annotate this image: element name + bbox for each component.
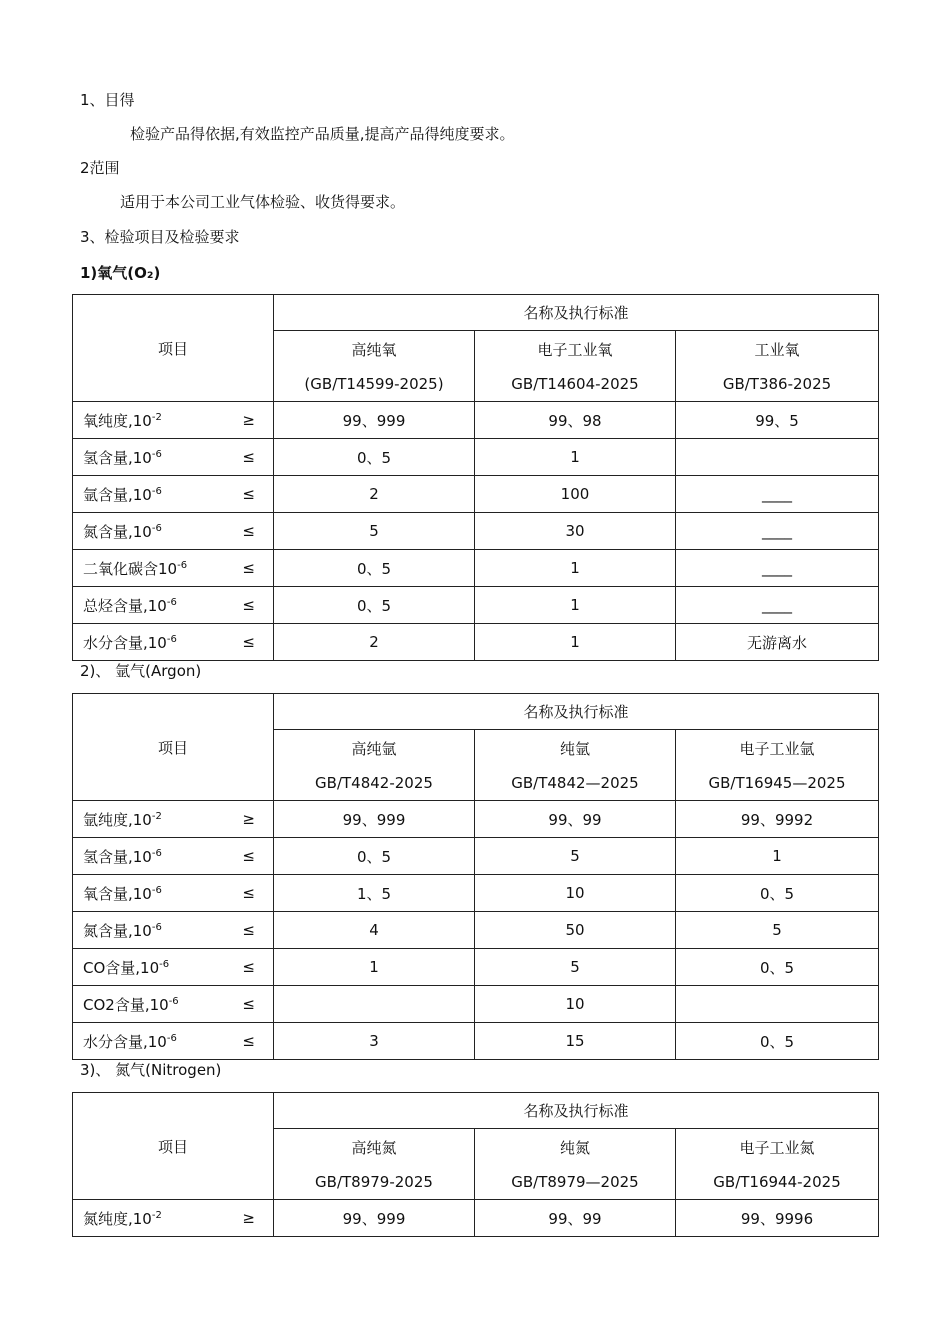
header-col-2	[676, 730, 879, 801]
item-label: 氩含量,10	[83, 485, 152, 504]
header-col-2	[676, 331, 879, 402]
header-col-0	[274, 1129, 475, 1200]
item-symbol: ≤	[242, 522, 255, 540]
item-exponent: -6	[159, 958, 170, 970]
item-label-wrap	[83, 920, 162, 941]
value-cell: 15	[475, 1023, 676, 1060]
value-cell: 1、5	[274, 875, 475, 912]
item-label: 氮纯度,10	[83, 1209, 152, 1228]
table-row	[73, 875, 879, 912]
item-cell	[73, 624, 274, 661]
item-cell	[73, 949, 274, 986]
item-exponent: -6	[151, 847, 162, 859]
value-cell	[676, 986, 879, 1023]
item-label-wrap	[83, 447, 162, 468]
table-row	[73, 587, 879, 624]
table-row	[73, 550, 879, 587]
value-cell: 1	[475, 587, 676, 624]
item-label-wrap	[83, 994, 179, 1015]
value-cell: 99、999	[274, 402, 475, 439]
col-standard: GB/T14604-2025	[511, 375, 639, 394]
item-label-wrap	[83, 484, 162, 505]
table-row	[73, 402, 879, 439]
item-exponent: -6	[151, 921, 162, 933]
oxygen-table	[72, 294, 879, 661]
value-cell: 0、5	[274, 587, 475, 624]
item-cell	[73, 986, 274, 1023]
header-col-1	[475, 1129, 676, 1200]
item-symbol: ≤	[242, 958, 255, 976]
item-cell	[73, 838, 274, 875]
value-cell: 99、999	[274, 801, 475, 838]
item-exponent: -2	[151, 411, 162, 423]
header-col-1	[475, 331, 676, 402]
table-row	[73, 986, 879, 1023]
item-label: 氧含量,10	[83, 884, 152, 903]
table-row	[73, 1200, 879, 1237]
value-cell: 无游离水	[676, 624, 879, 661]
item-exponent: -2	[151, 1209, 162, 1221]
table-row	[73, 624, 879, 661]
value-cell: 99、5	[676, 402, 879, 439]
value-cell: 0、5	[274, 838, 475, 875]
item-cell	[73, 875, 274, 912]
col-name: 高纯氩	[351, 739, 397, 758]
col-standard: GB/T8979-2025	[315, 1173, 433, 1192]
col-name: 工业氧	[754, 340, 800, 359]
nitrogen-caption: 3)、 氮气(Nitrogen)	[80, 1061, 222, 1079]
table-row	[73, 912, 879, 949]
col-name: 纯氮	[559, 1138, 590, 1157]
header-col-0	[274, 730, 475, 801]
table-row	[73, 949, 879, 986]
col-name: 电子工业氩	[739, 739, 815, 758]
value-cell: ____	[676, 550, 879, 587]
item-symbol: ≥	[242, 810, 255, 828]
item-exponent: -6	[166, 1032, 177, 1044]
value-cell: 5	[676, 912, 879, 949]
col-standard: GB/T4842—2025	[511, 774, 639, 793]
item-cell	[73, 402, 274, 439]
value-cell: 0、5	[676, 1023, 879, 1060]
item-exponent: -6	[151, 522, 162, 534]
item-symbol: ≤	[242, 1032, 255, 1050]
item-cell	[73, 476, 274, 513]
table-row	[73, 801, 879, 838]
value-cell: 99、99	[475, 1200, 676, 1237]
value-cell: 1	[475, 550, 676, 587]
item-label: 总烃含量,10	[83, 596, 167, 615]
item-symbol: ≤	[242, 485, 255, 503]
col-standard: GB/T16944-2025	[713, 1173, 841, 1192]
item-label: CO2含量,10	[83, 995, 169, 1014]
header-item: 项目	[73, 694, 274, 801]
value-cell: 30	[475, 513, 676, 550]
item-label-wrap	[83, 957, 169, 978]
table-row	[73, 1023, 879, 1060]
col-standard: GB/T4842-2025	[315, 774, 433, 793]
item-label: 水分含量,10	[83, 633, 167, 652]
item-cell	[73, 439, 274, 476]
header-group: 名称及执行标准	[274, 295, 879, 331]
table-row	[73, 513, 879, 550]
value-cell: ____	[676, 587, 879, 624]
item-exponent: -6	[177, 559, 188, 571]
value-cell: 0、5	[274, 439, 475, 476]
item-exponent: -6	[166, 596, 177, 608]
value-cell: 99、9992	[676, 801, 879, 838]
item-label: 氮含量,10	[83, 522, 152, 541]
item-label-wrap	[83, 1208, 162, 1229]
value-cell: 1	[676, 838, 879, 875]
item-label-wrap	[83, 632, 177, 653]
oxygen-caption: 1)氧气(O₂)	[80, 264, 161, 282]
value-cell: 99、999	[274, 1200, 475, 1237]
item-symbol: ≤	[242, 884, 255, 902]
item-cell	[73, 587, 274, 624]
item-label-wrap	[83, 1031, 177, 1052]
table-row	[73, 439, 879, 476]
value-cell: 10	[475, 875, 676, 912]
header-group: 名称及执行标准	[274, 694, 879, 730]
item-symbol: ≤	[242, 559, 255, 577]
header-col-1	[475, 730, 676, 801]
item-exponent: -2	[151, 810, 162, 822]
value-cell: 50	[475, 912, 676, 949]
item-label: 二氧化碳含10	[83, 559, 178, 578]
item-label: 氢含量,10	[83, 847, 152, 866]
col-name: 电子工业氮	[739, 1138, 815, 1157]
item-symbol: ≤	[242, 633, 255, 651]
value-cell: 100	[475, 476, 676, 513]
value-cell: 5	[475, 949, 676, 986]
item-symbol: ≤	[242, 847, 255, 865]
value-cell: 0、5	[676, 875, 879, 912]
item-symbol: ≤	[242, 448, 255, 466]
item-label-wrap	[83, 595, 177, 616]
value-cell: ____	[676, 513, 879, 550]
table-row	[73, 476, 879, 513]
value-cell: 10	[475, 986, 676, 1023]
value-cell: 0、5	[676, 949, 879, 986]
col-name: 纯氩	[559, 739, 590, 758]
item-label-wrap	[83, 410, 162, 431]
item-label-wrap	[83, 809, 162, 830]
item-symbol: ≤	[242, 921, 255, 939]
item-label-wrap	[83, 883, 162, 904]
item-exponent: -6	[151, 448, 162, 460]
value-cell: 2	[274, 476, 475, 513]
header-group: 名称及执行标准	[274, 1093, 879, 1129]
col-name: 高纯氧	[351, 340, 397, 359]
item-cell	[73, 1023, 274, 1060]
argon-caption: 2)、 氩气(Argon)	[80, 662, 202, 680]
item-exponent: -6	[166, 633, 177, 645]
item-label: 氧纯度,10	[83, 411, 152, 430]
section-2-text: 适用于本公司工业气体检验、收货得要求。	[120, 193, 406, 211]
col-standard: (GB/T14599-2025)	[304, 375, 444, 394]
nitrogen-table	[72, 1092, 879, 1237]
item-exponent: -6	[151, 485, 162, 497]
item-exponent: -6	[151, 884, 162, 896]
col-standard: GB/T16945—2025	[708, 774, 846, 793]
value-cell: 5	[274, 513, 475, 550]
value-cell: 4	[274, 912, 475, 949]
item-cell	[73, 550, 274, 587]
value-cell: 99、99	[475, 801, 676, 838]
value-cell: 3	[274, 1023, 475, 1060]
item-label: 氩纯度,10	[83, 810, 152, 829]
value-cell: ____	[676, 476, 879, 513]
header-col-2	[676, 1129, 879, 1200]
col-name: 电子工业氧	[537, 340, 613, 359]
section-1-title: 1、目得	[80, 91, 135, 109]
section-1-text: 检验产品得依据,有效监控产品质量,提高产品得纯度要求。	[130, 125, 515, 143]
value-cell: 0、5	[274, 550, 475, 587]
value-cell: 1	[475, 439, 676, 476]
value-cell: 99、9996	[676, 1200, 879, 1237]
header-item: 项目	[73, 1093, 274, 1200]
item-symbol: ≥	[242, 1209, 255, 1227]
col-name: 高纯氮	[351, 1138, 397, 1157]
table-row	[73, 838, 879, 875]
section-3-title: 3、检验项目及检验要求	[80, 228, 240, 246]
item-exponent: -6	[168, 995, 179, 1007]
value-cell: 1	[274, 949, 475, 986]
item-cell	[73, 513, 274, 550]
col-standard: GB/T386-2025	[722, 375, 832, 394]
header-col-0	[274, 331, 475, 402]
value-cell: 99、98	[475, 402, 676, 439]
item-label: 氢含量,10	[83, 448, 152, 467]
item-cell	[73, 912, 274, 949]
value-cell: 5	[475, 838, 676, 875]
item-label-wrap	[83, 558, 187, 579]
header-item: 项目	[73, 295, 274, 402]
item-label: CO含量,10	[83, 958, 160, 977]
value-cell: 2	[274, 624, 475, 661]
item-label-wrap	[83, 846, 162, 867]
col-standard: GB/T8979—2025	[511, 1173, 639, 1192]
value-cell: 1	[475, 624, 676, 661]
value-cell	[676, 439, 879, 476]
value-cell	[274, 986, 475, 1023]
section-2-title: 2范围	[80, 159, 120, 177]
item-symbol: ≤	[242, 596, 255, 614]
item-symbol: ≥	[242, 411, 255, 429]
item-cell	[73, 801, 274, 838]
item-label: 氮含量,10	[83, 921, 152, 940]
item-cell	[73, 1200, 274, 1237]
argon-table	[72, 693, 879, 1060]
item-label: 水分含量,10	[83, 1032, 167, 1051]
item-label-wrap	[83, 521, 162, 542]
item-symbol: ≤	[242, 995, 255, 1013]
